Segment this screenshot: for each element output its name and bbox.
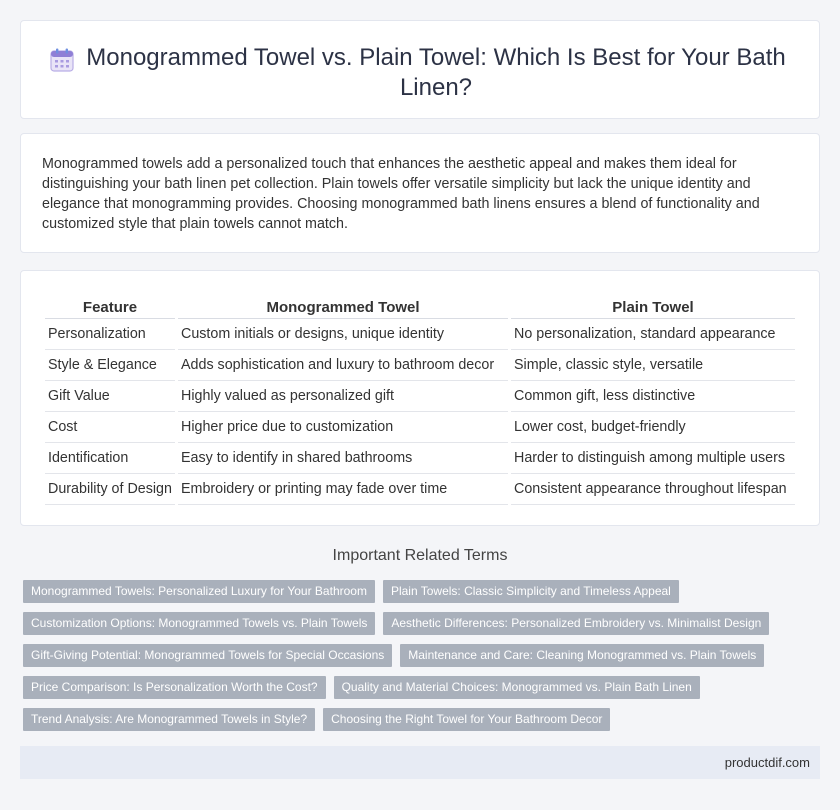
related-terms-title: Important Related Terms bbox=[332, 547, 508, 564]
table-cell-monogrammed: Adds sophistication and luxury to bathroom decor bbox=[178, 350, 508, 381]
table-row bbox=[45, 381, 795, 412]
related-term-tag[interactable]: Trend Analysis: Are Monogrammed Towels in Style? bbox=[23, 708, 315, 731]
table-row bbox=[45, 443, 795, 474]
related-term-tag[interactable]: Gift-Giving Potential: Monogrammed Towels for Special Occasions bbox=[23, 644, 392, 667]
comparison-table-card bbox=[20, 270, 820, 526]
related-term-tag[interactable]: Monogrammed Towels: Personalized Luxury for Your Bathroom bbox=[23, 580, 375, 603]
related-terms-list bbox=[23, 580, 823, 740]
tag-row bbox=[23, 644, 823, 667]
header-card bbox=[20, 20, 820, 119]
table-cell-feature: Personalization bbox=[45, 319, 175, 350]
table-cell-feature: Cost bbox=[45, 412, 175, 443]
table-cell-plain: Consistent appearance throughout lifespan bbox=[511, 474, 795, 505]
table-cell-feature: Durability of Design bbox=[45, 474, 175, 505]
table-cell-monogrammed: Higher price due to customization bbox=[178, 412, 508, 443]
related-term-tag[interactable]: Maintenance and Care: Cleaning Monogrammed vs. Plain Towels bbox=[400, 644, 764, 667]
table-cell-feature: Style & Elegance bbox=[45, 350, 175, 381]
tag-row bbox=[23, 612, 823, 635]
table-row bbox=[45, 412, 795, 443]
tag-row bbox=[23, 676, 823, 699]
related-term-tag[interactable]: Aesthetic Differences: Personalized Embroidery vs. Minimalist Design bbox=[383, 612, 769, 635]
page-title: Monogrammed Towel vs. Plain Towel: Which Is Best for Your Bath Linen? bbox=[86, 44, 786, 101]
table-cell-feature: Identification bbox=[45, 443, 175, 474]
table-row bbox=[45, 350, 795, 381]
table-cell-monogrammed: Custom initials or designs, unique identity bbox=[178, 319, 508, 350]
intro-card bbox=[20, 133, 820, 253]
related-term-tag[interactable]: Choosing the Right Towel for Your Bathroom Decor bbox=[323, 708, 610, 731]
column-header-feature: Feature bbox=[45, 297, 175, 319]
related-term-tag[interactable]: Plain Towels: Classic Simplicity and Timeless Appeal bbox=[383, 580, 679, 603]
table-row bbox=[45, 319, 795, 350]
column-header-monogrammed: Monogrammed Towel bbox=[178, 297, 508, 319]
table-cell-monogrammed: Easy to identify in shared bathrooms bbox=[178, 443, 508, 474]
related-term-tag[interactable]: Customization Options: Monogrammed Towels vs. Plain Towels bbox=[23, 612, 375, 635]
table-cell-feature: Gift Value bbox=[45, 381, 175, 412]
comparison-table bbox=[42, 297, 798, 505]
table-row bbox=[45, 474, 795, 505]
table-cell-monogrammed: Embroidery or printing may fade over time bbox=[178, 474, 508, 505]
tag-row bbox=[23, 708, 823, 731]
intro-text: Monogrammed towels add a personalized touch that enhances the aesthetic appeal and makes them ideal for distinguishing your bath linen pet collection. Plain towels offer versatile simplicity but lack the unique identity and elegance that monogramming provides. Choosing monogrammed bath linens ensures a blend of functionality and customized style that plain towels cannot match. bbox=[42, 156, 760, 232]
related-term-tag[interactable]: Price Comparison: Is Personalization Worth the Cost? bbox=[23, 676, 326, 699]
related-term-tag[interactable]: Quality and Material Choices: Monogrammed vs. Plain Bath Linen bbox=[334, 676, 700, 699]
table-cell-monogrammed: Highly valued as personalized gift bbox=[178, 381, 508, 412]
table-header-row bbox=[45, 297, 795, 319]
footer-site-link[interactable]: productdif.com bbox=[724, 755, 810, 770]
column-header-plain: Plain Towel bbox=[511, 297, 795, 319]
table-cell-plain: Simple, classic style, versatile bbox=[511, 350, 795, 381]
table-cell-plain: No personalization, standard appearance bbox=[511, 319, 795, 350]
table-cell-plain: Lower cost, budget-friendly bbox=[511, 412, 795, 443]
tag-row bbox=[23, 580, 823, 603]
table-cell-plain: Common gift, less distinctive bbox=[511, 381, 795, 412]
footer bbox=[20, 746, 820, 779]
table-cell-plain: Harder to distinguish among multiple users bbox=[511, 443, 795, 474]
